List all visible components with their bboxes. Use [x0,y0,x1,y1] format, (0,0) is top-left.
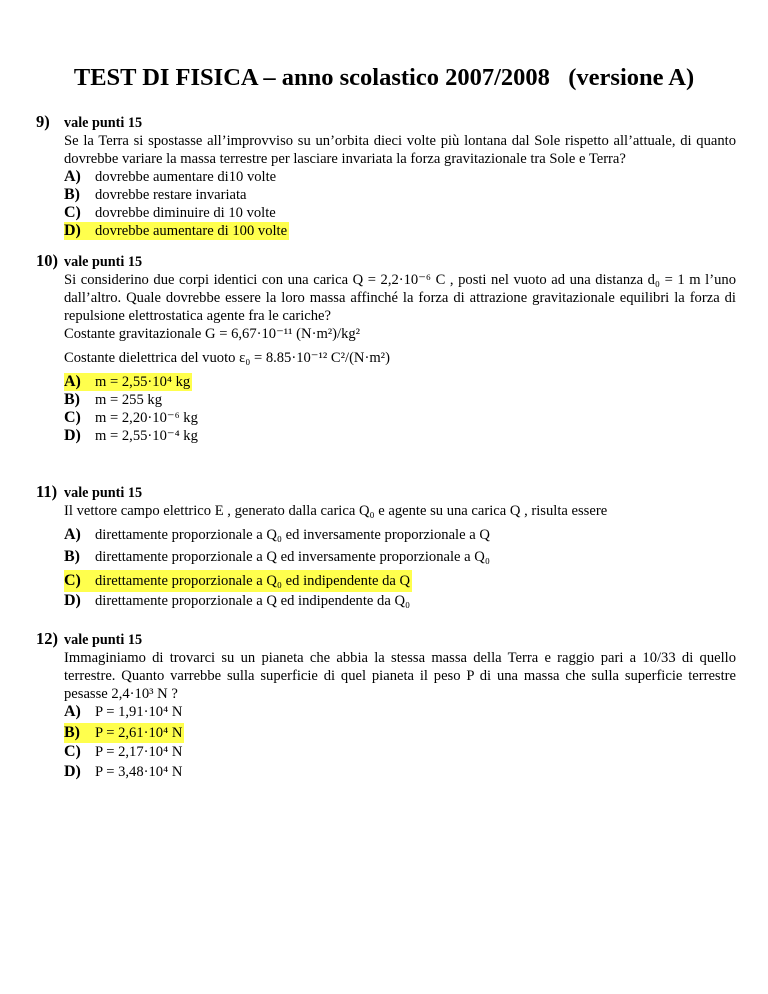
option-d-highlighted[interactable]: D) dovrebbe aumentare di 100 volte [64,222,288,239]
option-d[interactable]: D) P = 3,48·10⁴ N [64,763,183,780]
question-number: 10) [36,251,58,270]
question-text: Se la Terra si spostasse all’improvviso su un’orbita dieci volte più lontana dal Sole rispetto all’attuale, di quanto dovrebbe variare la massa terrestre per lasciare invariata la forza gravitazionale tra Sole e Terra? [64,133,736,167]
question-text: Il vettore campo elettrico E , generato dalla carica Q₀ e agente su una carica Q , risulta essere [64,503,608,519]
option-c[interactable]: C) dovrebbe diminuire di 10 volte [64,204,276,221]
question-block [64,253,736,445]
option-a-highlighted[interactable]: A) m = 2,55·10⁴ kg [64,373,191,390]
question-points: vale punti 15 [64,632,143,648]
option-d[interactable]: D) direttamente proporzionale a Q ed indipendente da Q₀ [64,592,411,609]
question-text: Si considerino due corpi identici con una carica Q = 2,2·10⁻⁶ C , posti nel vuoto ad una distanza d₀ = 1 m l’uno dall’altro. Quale dovrebbe essere la loro massa affinché la forza di attrazione gravitazionale equilibri la forza di repulsione elettrostatica agente fra le cariche? [64,272,736,324]
option-b[interactable]: B) dovrebbe restare invariata [64,186,247,203]
option-a[interactable]: A) direttamente proporzionale a Q₀ ed inversamente proporzionale a Q [64,526,490,543]
question-points: vale punti 15 [64,115,143,131]
question-points: vale punti 15 [64,254,143,270]
option-b[interactable]: B) m = 255 kg [64,391,163,408]
option-b[interactable]: B) direttamente proporzionale a Q ed inversamente proporzionale a Q₀ [64,548,490,565]
option-c[interactable]: C) P = 2,17·10⁴ N [64,743,183,760]
constant-g: Costante gravitazionale G = 6,67·10⁻¹¹ (N·m²)/kg² [64,326,361,342]
question-text: Immaginiamo di trovarci su un pianeta che abbia la stessa massa della Terra e raggio pari a 10/33 di quello terrestre. Quanto varrebbe sulla superficie di quel pianeta il peso P di una massa che sulla superficie terrestre pesasse 2,4·10³ N ? [64,650,736,702]
option-a[interactable]: A) P = 1,91·10⁴ N [64,703,183,720]
question-number: 12) [36,629,58,648]
question-number: 11) [36,482,58,501]
option-d[interactable]: D) m = 2,55·10⁻⁴ kg [64,427,198,444]
option-a[interactable]: A) dovrebbe aumentare di10 volte [64,168,277,185]
question-block [64,114,736,240]
question-points: vale punti 15 [64,485,143,501]
constant-epsilon: Costante dielettrica del vuoto ε₀ = 8.85·10⁻¹² C²/(N·m²) [64,350,390,366]
question-block [64,484,736,614]
option-c-highlighted[interactable]: C) direttamente proporzionale a Q₀ ed indipendente da Q [64,570,412,592]
option-c[interactable]: C) m = 2,20·10⁻⁶ kg [64,409,198,426]
question-block [64,631,736,783]
question-number: 9) [36,112,50,131]
option-b-highlighted[interactable]: B) P = 2,61·10⁴ N [64,724,183,741]
page-title: TEST DI FISICA – anno scolastico 2007/2008 (versione A) [73,64,695,91]
